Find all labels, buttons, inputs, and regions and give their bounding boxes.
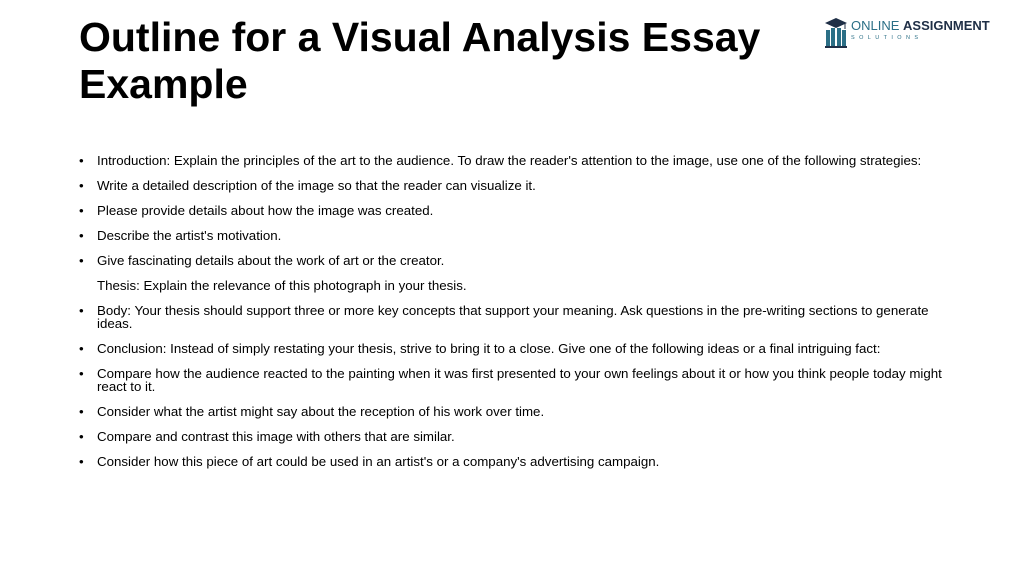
list-item-text: Consider how this piece of art could be used in an artist's or a company's advertising campaign. [97,454,660,469]
list-item [79,204,949,217]
list-item [79,367,949,393]
list-item-text: Consider what the artist might say about the reception of his work over time. [97,404,545,419]
list-item [79,179,949,192]
list-item-text: Write a detailed description of the image so that the reader can visualize it. [97,178,536,193]
brand-logo [824,16,994,50]
bullet-marker: • [79,253,84,268]
list-item-text: Conclusion: Instead of simply restating your thesis, strive to bring it to a close. Give one of the following ideas or a final intriguing fact: [97,341,881,356]
graduation-cap-building-icon [824,16,848,48]
logo-wordmark [851,18,1001,41]
list-item-text: Introduction: Explain the principles of the art to the audience. To draw the reader's attention to the image, use one of the following strategies: [97,153,922,168]
list-item-text: Thesis: Explain the relevance of this photograph in your thesis. [97,278,467,293]
bullet-marker: • [79,203,84,218]
bullet-marker: • [79,303,84,318]
bullet-marker: • [79,404,84,419]
logo-word-online: ONLINE [851,18,900,33]
list-item-text: Give fascinating details about the work of art or the creator. [97,253,445,268]
list-item [79,254,949,267]
logo-line-1 [851,18,1001,33]
logo-word-assignment: ASSIGNMENT [903,18,990,33]
slide-title: Outline for a Visual Analysis Essay Example [79,14,761,107]
list-item [79,405,949,418]
list-item [79,304,949,330]
bullet-marker: • [79,153,84,168]
list-item [79,342,949,355]
list-item [79,154,949,167]
bullet-marker: • [79,366,84,381]
outline-list [79,154,949,480]
bullet-marker: • [79,341,84,356]
bullet-marker: • [79,454,84,469]
bullet-marker: • [79,228,84,243]
bullet-marker: • [79,178,84,193]
logo-line-2: SOLUTIONS [851,35,923,41]
bullet-marker: • [79,429,84,444]
list-item [79,430,949,443]
list-item-text: Body: Your thesis should support three or more key concepts that support your meaning. Ask questions in the pre-writing sections to generate ideas. [97,303,929,331]
list-item [79,229,949,242]
thesis-item [79,279,949,292]
list-item-text: Describe the artist's motivation. [97,228,282,243]
list-item-text: Compare how the audience reacted to the painting when it was first presented to your own feelings about it or how you think people today might react to it. [97,366,942,394]
list-item-text: Compare and contrast this image with others that are similar. [97,429,455,444]
list-item [79,455,949,468]
list-item-text: Please provide details about how the image was created. [97,203,434,218]
